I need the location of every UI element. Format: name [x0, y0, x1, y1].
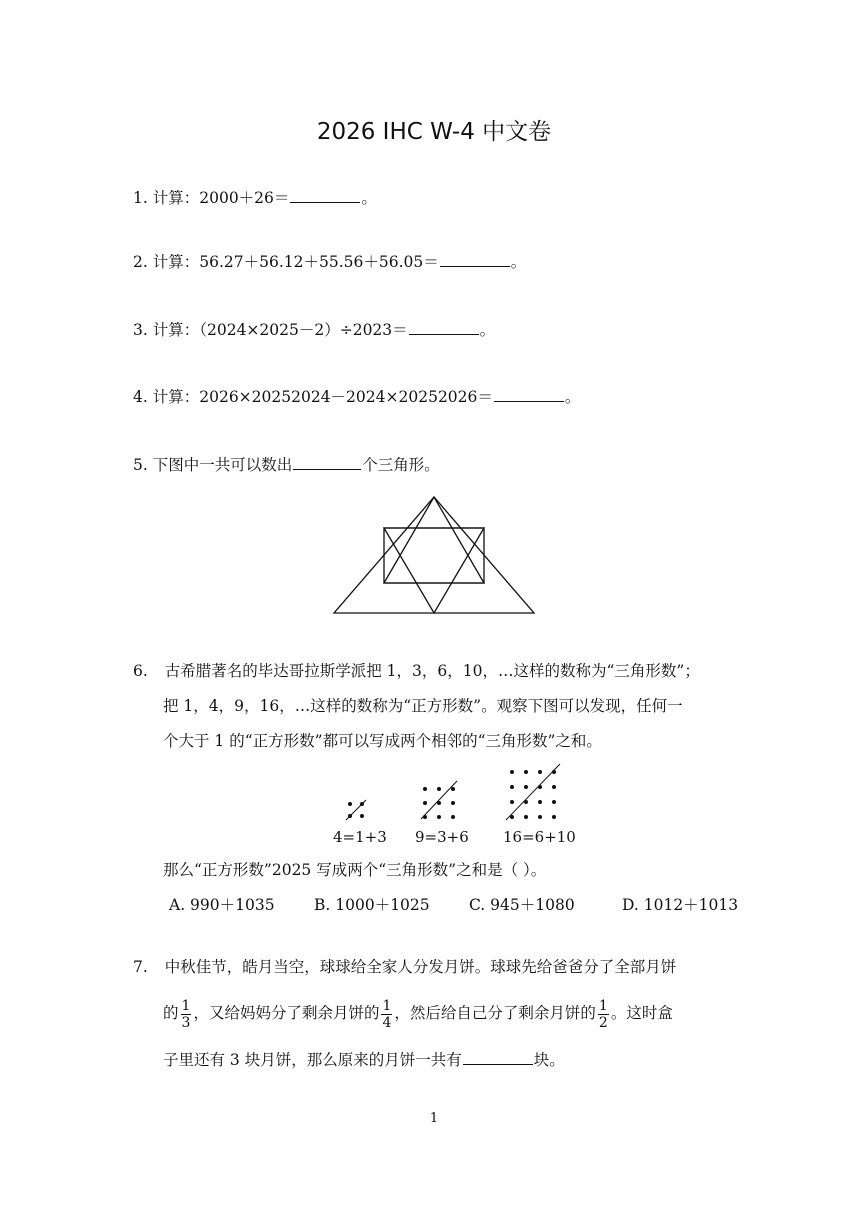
denominator: 3	[181, 1014, 191, 1031]
question-text: 下图中一共可以数出	[152, 456, 293, 474]
choice-a[interactable]: A. 990＋1035	[169, 896, 275, 914]
text-segment: 块。	[533, 1051, 565, 1069]
question-text: 计算：2000＋26＝	[152, 189, 290, 207]
question-5	[133, 455, 440, 475]
choice-c[interactable]: C. 945＋1080	[469, 896, 575, 914]
question-7-line-3	[163, 1050, 565, 1070]
question-text: 古希腊著名的毕达哥拉斯学派把 1，3，6，10，…这样的数称为“三角形数”；	[164, 662, 700, 680]
question-6-line-1	[133, 661, 700, 681]
question-number: 5.	[133, 456, 148, 474]
question-7-line-2	[163, 995, 673, 1031]
question-1	[133, 188, 377, 208]
question-number: 1.	[133, 189, 148, 207]
numerator: 1	[598, 997, 608, 1014]
question-text: 计算：2026×20252024－2024×20252026＝	[152, 388, 493, 406]
choice-b[interactable]: B. 1000＋1025	[314, 896, 430, 914]
question-text: 计算：（2024×2025－2）÷2023＝	[152, 321, 408, 339]
dots-caption-9: 9=3+6	[415, 828, 469, 846]
question-number: 6.	[133, 662, 148, 680]
up-triangle	[384, 497, 484, 583]
answer-blank[interactable]	[463, 1050, 533, 1065]
text-segment: 子里还有 3 块月饼，那么原来的月饼一共有	[163, 1051, 462, 1069]
question-text-end: 。	[479, 321, 496, 339]
dots-caption-16: 16=6+10	[503, 828, 576, 846]
question-3	[133, 320, 495, 340]
question-7-line-1	[133, 957, 676, 977]
page-number: 1	[429, 1111, 439, 1126]
dots-16	[510, 770, 556, 819]
text-segment: 。这时盒	[610, 1004, 673, 1022]
question-2	[133, 252, 526, 272]
choice-d[interactable]: D. 1012＋1013	[622, 896, 739, 914]
question-6-line-2: 把 1，4，9，16，…这样的数称为“正方形数”。观察下图可以发现，任何一	[163, 697, 683, 715]
question-text: 计算：56.27＋56.12＋55.56＋56.05＝	[152, 253, 439, 271]
question-text-end: 。	[564, 388, 581, 406]
answer-blank[interactable]	[293, 455, 361, 470]
question-text-end: 。	[361, 189, 377, 207]
rectangle	[384, 528, 484, 583]
question-4	[133, 387, 580, 407]
numerator: 1	[181, 997, 191, 1014]
fraction-one-third	[181, 998, 192, 1031]
dots-caption-4: 4=1+3	[333, 828, 387, 846]
answer-blank[interactable]	[409, 320, 479, 335]
answer-blank[interactable]	[290, 188, 360, 203]
question-text-end: 个三角形。	[362, 456, 440, 474]
text-segment: ，然后给自己分了剩余月饼的	[394, 1004, 596, 1022]
question-text: 中秋佳节，皓月当空，球球给全家人分发月饼。球球先给爸爸分了全部月饼	[164, 958, 677, 976]
answer-blank[interactable]	[494, 387, 564, 402]
question-number: 4.	[133, 388, 148, 406]
large-up-triangle	[334, 497, 534, 613]
fraction-one-quarter	[381, 998, 392, 1031]
triangle-figure	[330, 495, 540, 617]
fraction-one-half	[598, 998, 609, 1031]
question-6-prompt: 那么“正方形数”2025 写成两个“三角形数”之和是（ ）。	[163, 861, 547, 879]
question-number: 7.	[133, 958, 148, 976]
question-number: 3.	[133, 321, 148, 339]
numerator: 1	[382, 997, 392, 1014]
text-segment: ，又给妈妈分了剩余月饼的	[193, 1004, 380, 1022]
answer-blank[interactable]	[440, 252, 510, 267]
down-triangle	[384, 528, 484, 613]
question-number: 2.	[133, 253, 148, 271]
denominator: 2	[598, 1014, 608, 1031]
dots-9	[423, 787, 455, 819]
question-6-line-3: 个大于 1 的“正方形数”都可以写成两个相邻的“三角形数”之和。	[163, 732, 602, 750]
question-text-end: 。	[510, 253, 527, 271]
denominator: 4	[382, 1014, 392, 1031]
square-number-dots	[330, 760, 570, 828]
page-title: 2026 IHC W-4 中文卷	[316, 119, 552, 145]
text-segment: 的	[163, 1004, 179, 1022]
